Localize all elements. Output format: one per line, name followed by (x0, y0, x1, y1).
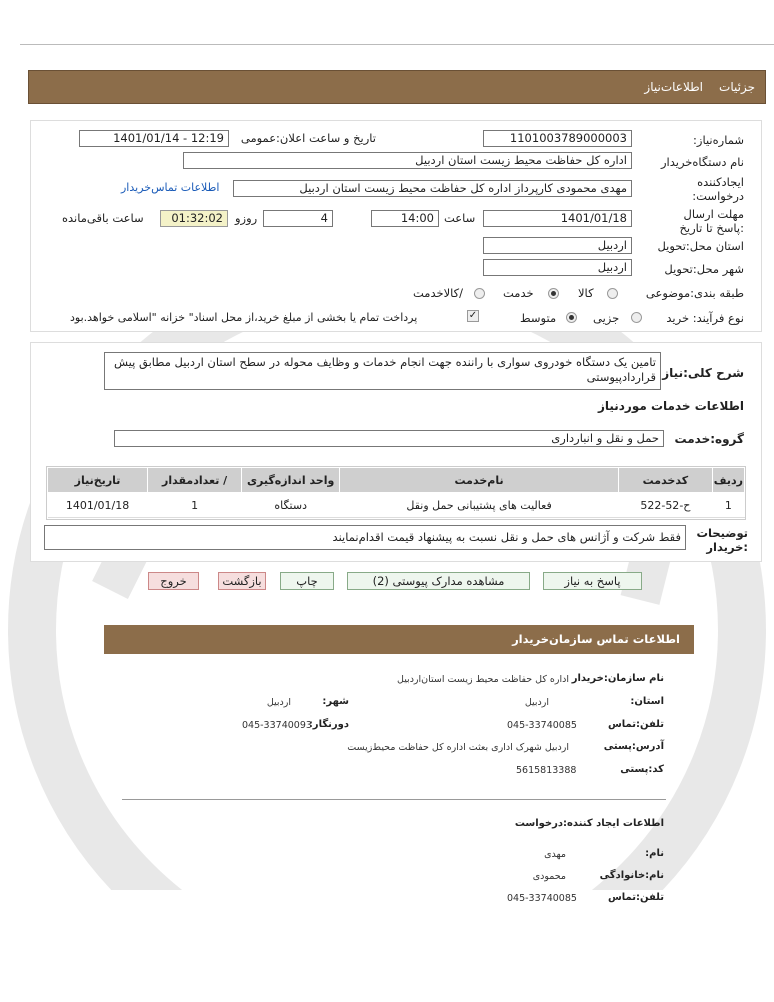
province-label: استان محل:تحویل (657, 239, 744, 253)
province-contact-label: استان: (630, 696, 664, 707)
fax-value: 045-33740093 (242, 720, 312, 731)
buyer-contact-link[interactable]: اطلاعات تماس‌خریدار (121, 181, 220, 194)
creator-phone-value: 045-33740085 (507, 893, 577, 904)
group-field: حمل و نقل و انبارداری (114, 430, 664, 447)
tab-need-info[interactable]: اطلاعات‌نیاز (644, 80, 703, 94)
creator-field: مهدی محمودی کارپرداز اداره کل حفاظت محیط زیست استان اردبیل (233, 180, 632, 197)
province-field: اردبیل (483, 237, 632, 254)
radio-medium[interactable] (566, 312, 577, 323)
postal-label: کد:پستی (620, 764, 664, 775)
cell-name: فعالیت های پشتیبانی حمل ونقل (340, 493, 619, 518)
exit-button[interactable]: خروج (148, 572, 199, 590)
col-date: تاریخ‌نیاز (48, 468, 148, 493)
table-row (48, 493, 745, 518)
phone-value: 045-33740085 (507, 720, 577, 731)
radio-partial-label: جزیی (593, 311, 620, 325)
cell-date: 1401/01/18 (48, 493, 148, 518)
deadline-date-field: 1401/01/18 (483, 210, 632, 227)
print-button[interactable]: چاپ (280, 572, 334, 590)
city-contact-label: شهر: (322, 696, 349, 707)
desc-label: شرح کلی:نیاز (662, 366, 744, 380)
cell-row: 1 (712, 493, 744, 518)
buyer-field: اداره کل حفاظت محیط زیست استان اردبیل (183, 152, 632, 169)
col-name: نام‌خدمت (340, 468, 619, 493)
creator-info-title: اطلاعات ایجاد کننده:درخواست (514, 818, 664, 829)
need-number-field: 1101003789000003 (483, 130, 632, 147)
announce-field: 1401/01/14 - 12:19 (79, 130, 229, 147)
radio-goods-service-label: /کالاخدمت (413, 286, 464, 300)
address-value: اردبیل شهرک اداری بعثت اداره کل حفاظت محیط‌زیست (347, 742, 569, 753)
deadline-label: مهلت ارسال :پاسخ تا تاریخ (679, 207, 744, 235)
radio-service-label: خدمت (503, 286, 534, 300)
cell-unit: دستگاه (242, 493, 340, 518)
city-label: شهر محل:تحویل (664, 262, 744, 276)
col-row: ردیف (712, 468, 744, 493)
announce-label: تاریخ و ساعت اعلان:عمومی (240, 131, 376, 145)
org-value: اداره کل حفاظت محیط زیست استان‌اردبیل (397, 674, 569, 685)
radio-service[interactable] (548, 288, 559, 299)
creator-label: ایجادکننده درخواست: (692, 175, 744, 203)
payment-note: پرداخت تمام یا بخشی از مبلغ خرید،از محل اسناد" خزانه "اسلامی خواهد.بود (70, 311, 418, 324)
days-label: روزو (235, 211, 258, 225)
group-label: گروه:خدمت (674, 432, 744, 446)
phone-label: تلفن:تماس (607, 719, 664, 730)
days-field: 4 (263, 210, 333, 227)
services-table (47, 467, 745, 518)
province-contact-value: اردبیل (524, 697, 549, 708)
back-button[interactable]: بازگشت (218, 572, 266, 590)
tab-details[interactable]: جزئیات (719, 80, 755, 94)
name-value: مهدی (544, 849, 566, 860)
desc-text: تامین یک دستگاه خودروی سواری با راننده جهت انجام خدمات و وظایف محوله در سطح استان اردبیل مطابق پیش قراردادپیوستی (104, 352, 661, 390)
family-value: محمودی (532, 871, 566, 882)
radio-goods-service[interactable] (474, 288, 485, 299)
remaining-time-field: 01:32:02 (160, 210, 228, 227)
deadline-hour-label: ساعت (444, 211, 476, 225)
buyer-label: نام دستگاه‌خریدار (660, 155, 744, 169)
notes-text: فقط شرکت و آژانس های حمل و نقل نسبت به پیشنهاد قیمت اقدام‌نمایند (44, 525, 686, 550)
page-header (28, 70, 766, 104)
need-number-label: شماره‌نیاز: (693, 133, 744, 147)
address-label: آدرس:پستی (603, 741, 664, 752)
reply-button[interactable]: پاسخ به نیاز (543, 572, 642, 590)
col-qty: / تعدادمقدار (148, 468, 242, 493)
section-divider (122, 799, 666, 800)
cell-code: ح-52-522 (618, 493, 712, 518)
city-contact-value: اردبیل (266, 697, 291, 708)
radio-partial[interactable] (631, 312, 642, 323)
postal-value: 5615813388 (516, 765, 577, 776)
family-label: نام:خانوادگی (599, 870, 664, 881)
notes-label: توضیحات :خریدار (696, 526, 748, 554)
top-divider (20, 44, 774, 45)
deadline-time-field: 14:00 (371, 210, 439, 227)
treasury-checkbox[interactable]: ✓ (468, 310, 478, 321)
col-unit: واحد اندازه‌گیری (242, 468, 340, 493)
remaining-label: ساعت باقی‌مانده (62, 211, 144, 225)
attachments-button[interactable]: مشاهده مدارک پیوستی (2) (347, 572, 530, 590)
cell-qty: 1 (148, 493, 242, 518)
col-code: کدخدمت (618, 468, 712, 493)
city-field: اردبیل (483, 259, 632, 276)
category-label: طبقه بندی:موضوعی (645, 286, 744, 300)
name-label: نام: (645, 848, 664, 859)
contact-title: اطلاعات تماس سازمان‌خریدار (512, 632, 680, 646)
radio-medium-label: متوسط (520, 311, 557, 325)
fax-label: دورنگار: (308, 719, 349, 730)
services-title: اطلاعات خدمات موردنیاز (597, 399, 744, 413)
radio-goods[interactable] (607, 288, 618, 299)
creator-phone-label: تلفن:تماس (607, 892, 664, 903)
process-label: نوع فرآیند: خرید (666, 311, 744, 325)
services-table-frame (46, 466, 746, 520)
radio-goods-label: کالا (578, 286, 594, 300)
org-label: نام سازمان:خریدار (571, 673, 664, 684)
contact-header (104, 625, 694, 654)
